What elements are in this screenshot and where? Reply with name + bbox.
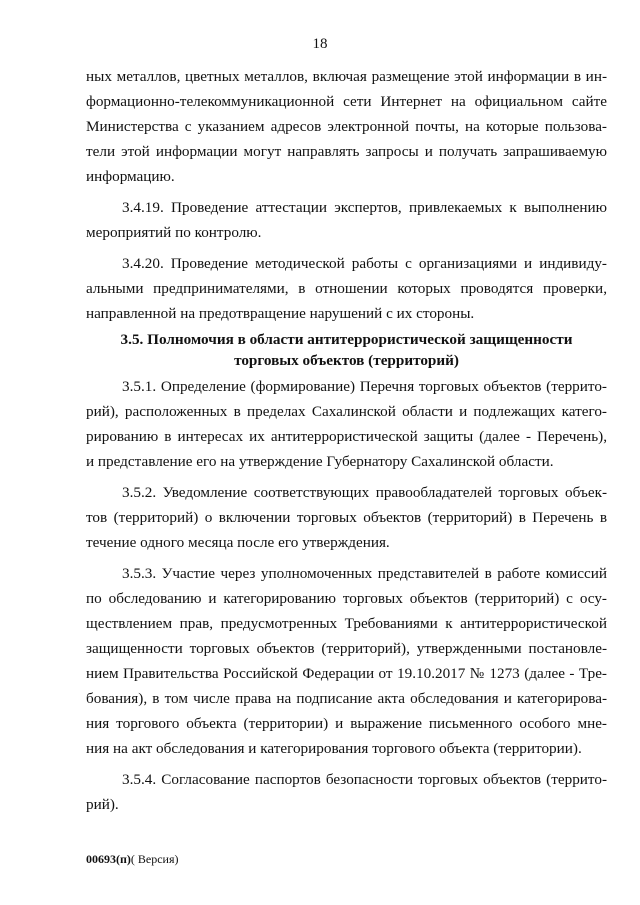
text-line: формационно-телекоммуникационной сети Интернет на официальном сайте (86, 93, 607, 110)
text-line: рий), расположенных в пределах Сахалинской области и подлежащих катего- (86, 403, 607, 420)
text-line: бования), в том числе права на подписание акта обследования и категорирова- (86, 690, 607, 707)
text-line: ния торгового объекта (территории) и выражение письменного особого мне- (86, 715, 607, 732)
heading-line: торговых объектов (территорий) (234, 352, 459, 369)
text-line: тов (территорий) о включении торговых объектов (территорий) в Перечень в (86, 509, 607, 526)
text-line: направленной на предотвращение нарушений с их стороны. (86, 305, 475, 322)
text-line: течение одного месяца после его утверждения. (86, 534, 390, 551)
text-line: рий). (86, 796, 119, 813)
text-line: и представление его на утверждение Губернатору Сахалинской области. (86, 453, 554, 470)
text-line: информацию. (86, 168, 175, 185)
paragraph-3-5-1 (86, 374, 607, 474)
paragraph-continuation (86, 64, 607, 189)
text-line: защищенности торговых объектов (территорий), утвержденными постановле- (86, 640, 607, 657)
text-line: 3.5.4. Согласование паспортов безопасности торговых объектов (террито- (122, 771, 607, 788)
text-line: 3.5.3. Участие через уполномоченных представителей в работе комиссий (122, 565, 607, 582)
document-version: ( Версия) (130, 852, 179, 866)
text-line: ществлением прав, предусмотренных Требованиями к антитеррористической (86, 615, 607, 632)
text-line: по обследованию и категорированию торговых объектов (территорий) с осу- (86, 590, 607, 607)
text-line: ных металлов, цветных металлов, включая размещение этой информации в ин- (86, 68, 607, 85)
paragraph-3-4-20 (86, 251, 607, 326)
paragraph-3-5-2 (86, 480, 607, 555)
paragraph-3-4-19 (86, 195, 607, 245)
text-line: 3.4.19. Проведение аттестации экспертов, привлекаемых к выполнению (122, 199, 607, 216)
text-line: нием Правительства Российской Федерации от 19.10.2017 № 1273 (далее - Тре- (86, 665, 607, 682)
text-line: ния на акт обследования и категорирования торгового объекта (территории). (86, 740, 582, 757)
section-heading-3-5 (86, 329, 607, 371)
paragraph-3-5-3 (86, 561, 607, 761)
text-line: 3.5.1. Определение (формирование) Перечня торговых объектов (террито- (122, 378, 607, 395)
document-body (86, 64, 607, 817)
page-number: 18 (312, 36, 328, 52)
text-line: 3.4.20. Проведение методической работы с организациями и индивиду- (122, 255, 607, 272)
document-code: 00693(п) (86, 852, 131, 866)
text-line: тели этой информации могут направлять запросы и получать запрашиваемую (86, 143, 607, 160)
text-line: рированию в интересах их антитеррористической защиты (далее - Перечень), (86, 428, 607, 445)
document-footer (86, 852, 179, 867)
text-line: альными предпринимателями, в отношении которых проводятся проверки, (86, 280, 607, 297)
text-line: Министерства с указанием адресов электронной почты, на которые пользова- (86, 118, 607, 135)
heading-line: 3.5. Полномочия в области антитеррористической защищенности (120, 331, 573, 348)
text-line: мероприятий по контролю. (86, 224, 262, 241)
text-line: 3.5.2. Уведомление соответствующих правообладателей торговых объек- (122, 484, 607, 501)
paragraph-3-5-4 (86, 767, 607, 817)
